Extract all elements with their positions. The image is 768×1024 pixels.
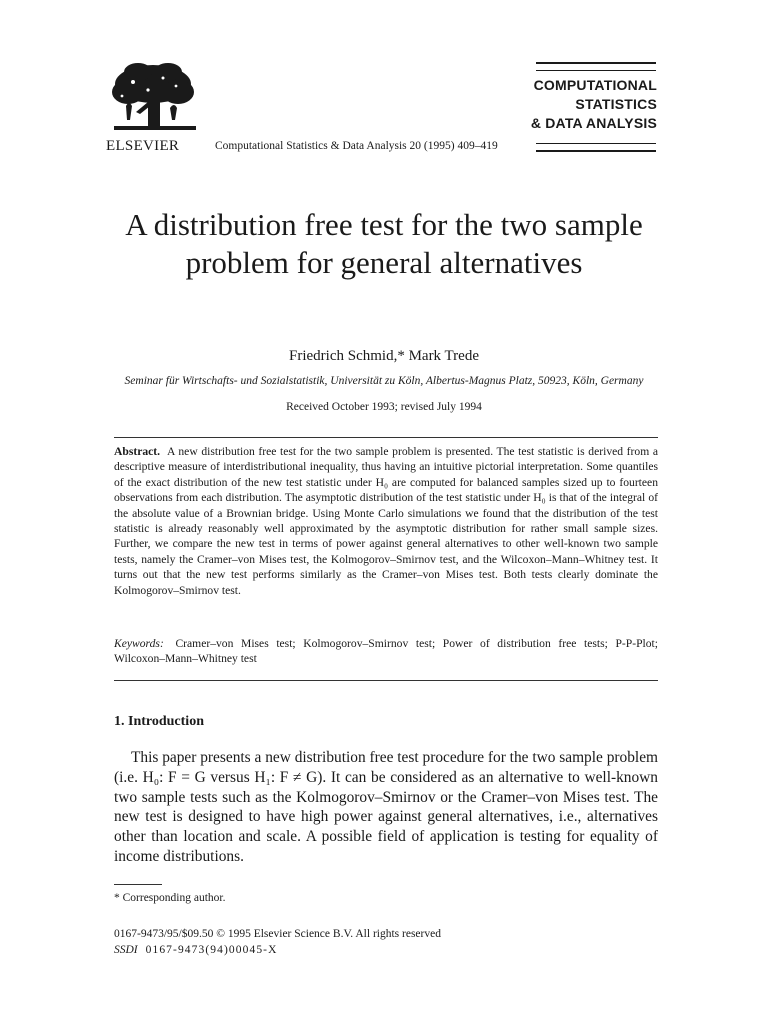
journal-name xyxy=(531,76,657,133)
intro-paragraph: This paper presents a new distribution free test procedure for the two sample problem (i.e. H₀: F = G versus H₁: F ≠ G). It can be considered as an alternative to well-known two sample tests such as the Kolmogorov–Smirnov or the Cramer–von Mises test. The new test is designed to have high power against general alternatives, i.e., alternatives other than location and scale. A possible field of application is testing for equality of income distributions. xyxy=(114,749,658,865)
keywords-label: Keywords: xyxy=(114,637,164,650)
journal-name-line3: & DATA ANALYSIS xyxy=(530,115,657,131)
journal-rule-bottom xyxy=(536,143,656,152)
elsevier-tree-logo-icon xyxy=(108,62,198,136)
ssdi-code: 0167-9473(94)00045-X xyxy=(145,944,278,956)
journal-rule-top xyxy=(536,62,656,71)
journal-name-line2: STATISTICS xyxy=(575,96,657,112)
section-heading: 1. Introduction xyxy=(114,714,204,729)
abstract-bottom-rule xyxy=(114,680,658,681)
abstract-top-rule xyxy=(114,437,658,438)
footnote: * Corresponding author. xyxy=(114,892,226,904)
author-affiliation: Seminar für Wirtschafts- und Sozialstatistik, Universität zu Köln, Albertus-Magnus Platz, 50923, Köln, Germany xyxy=(124,375,644,387)
received-dates: Received October 1993; revised July 1994 xyxy=(286,401,482,413)
footnote-rule xyxy=(114,884,162,885)
abstract xyxy=(114,444,658,598)
author-list: Friedrich Schmid,* Mark Trede xyxy=(289,348,479,364)
ssdi-line xyxy=(114,944,278,956)
keywords xyxy=(114,636,658,667)
abstract-text: A new distribution free test for the two sample problem is presented. The test statistic is derived from a descriptive measure of interdistributional inequality, thus having an intuitive pictorial interpretation. Some quantiles of the exact distribution of the new test statistic under H₀ are computed for balanced samples sized up to fourteen observations from each distribution. The asymptotic distribution of the test statistic under H₀ is that of the integral of the absolute value of a Brownian bridge. Using Monte Carlo simulations we found that the distribution of the test statistic is already reasonably well approximated by the asymptotic distribution for rather small sample sizes. Further, we compare the new test in terms of power against general alternatives to other well-known two sample tests, namely the Cramer–von Mises test, the Kolmogorov–Smirnov test, and the Wilcoxon–Mann–Whitney test. It turns out that the new test performs similarly as the Cramer–von Mises test. Both tests clearly dominate the Kolmogorov–Smirnov test. xyxy=(114,445,658,597)
copyright-line: 0167-9473/95/$09.50 © 1995 Elsevier Science B.V. All rights reserved xyxy=(114,928,441,940)
journal-citation: Computational Statistics & Data Analysis 20 (1995) 409–419 xyxy=(215,140,498,152)
paper-title: A distribution free test for the two sample problem for general alternatives xyxy=(125,207,643,280)
ssdi-label: SSDI xyxy=(114,944,138,956)
abstract-label: Abstract. xyxy=(114,445,161,458)
publisher-name: ELSEVIER xyxy=(106,138,180,154)
journal-name-line1: COMPUTATIONAL xyxy=(533,77,657,93)
keywords-text: Cramer–von Mises test; Kolmogorov–Smirnov test; Power of distribution free tests; P-P-Plot; Wilcoxon–Mann–Whitney test xyxy=(114,637,658,666)
